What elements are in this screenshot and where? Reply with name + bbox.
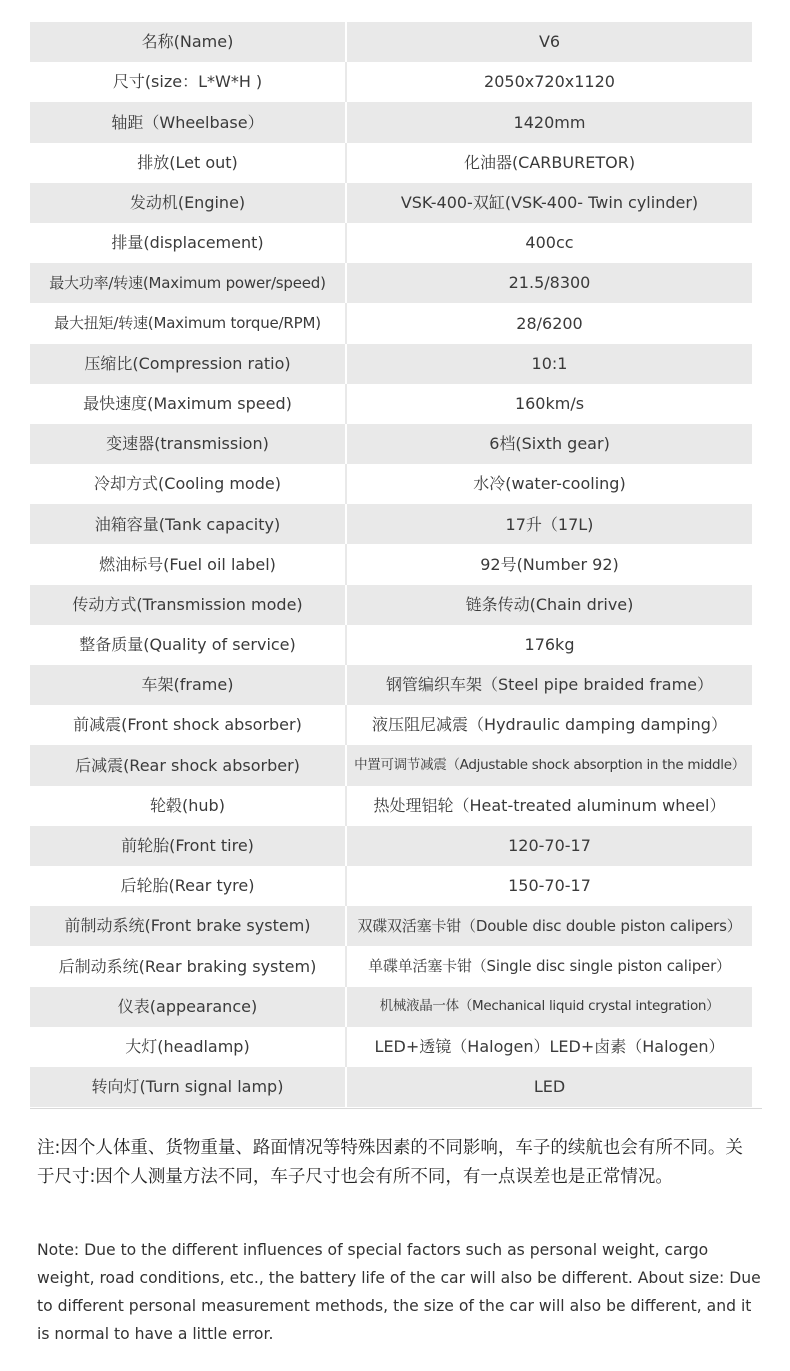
spec-table xyxy=(30,22,752,1107)
spec-value: 400cc xyxy=(346,223,752,263)
spec-row xyxy=(30,62,752,102)
spec-value: VSK-400-双缸(VSK-400- Twin cylinder) xyxy=(346,183,752,223)
spec-label: 发动机(Engine) xyxy=(30,183,346,223)
spec-label: 最大扭矩/转速(Maximum torque/RPM) xyxy=(30,303,346,343)
spec-value: 160km/s xyxy=(346,384,752,424)
spec-row xyxy=(30,1027,752,1067)
spec-row xyxy=(30,384,752,424)
spec-label: 传动方式(Transmission mode) xyxy=(30,585,346,625)
spec-label: 油箱容量(Tank capacity) xyxy=(30,504,346,544)
spec-label: 冷却方式(Cooling mode) xyxy=(30,464,346,504)
spec-label: 最快速度(Maximum speed) xyxy=(30,384,346,424)
spec-row xyxy=(30,826,752,866)
spec-row xyxy=(30,424,752,464)
spec-label: 轮毂(hub) xyxy=(30,786,346,826)
spec-row xyxy=(30,866,752,906)
spec-value: 92号(Number 92) xyxy=(346,544,752,584)
note-english: Note: Due to the different influences of special factors such as personal weight, cargo weight, road conditions, etc., the battery life of the car will also be different. About size: Due to different personal measurement methods, the size of the car will also be different, and it is normal to have a little error. xyxy=(37,1241,761,1343)
spec-label: 仪表(appearance) xyxy=(30,987,346,1027)
spec-row xyxy=(30,263,752,303)
spec-label: 整备质量(Quality of service) xyxy=(30,625,346,665)
spec-value: 液压阻尼减震（Hydraulic damping damping） xyxy=(346,705,752,745)
spec-label: 排量(displacement) xyxy=(30,223,346,263)
spec-value: 1420mm xyxy=(346,102,752,142)
spec-value: 钢管编织车架（Steel pipe braided frame） xyxy=(346,665,752,705)
spec-label: 前轮胎(Front tire) xyxy=(30,826,346,866)
spec-row xyxy=(30,143,752,183)
spec-label: 后减震(Rear shock absorber) xyxy=(30,745,346,785)
spec-row xyxy=(30,585,752,625)
spec-row xyxy=(30,745,752,785)
spec-value: 链条传动(Chain drive) xyxy=(346,585,752,625)
section-divider xyxy=(30,1108,762,1109)
spec-row xyxy=(30,625,752,665)
spec-label: 最大功率/转速(Maximum power/speed) xyxy=(30,263,346,303)
spec-value: 单碟单活塞卡钳（Single disc single piston caliper） xyxy=(346,946,752,986)
spec-value: 水冷(water-cooling) xyxy=(346,464,752,504)
spec-row xyxy=(30,223,752,263)
spec-row xyxy=(30,946,752,986)
spec-label: 车架(frame) xyxy=(30,665,346,705)
spec-row xyxy=(30,344,752,384)
spec-row xyxy=(30,906,752,946)
spec-row xyxy=(30,705,752,745)
spec-value: 6档(Sixth gear) xyxy=(346,424,752,464)
spec-row xyxy=(30,183,752,223)
spec-row xyxy=(30,464,752,504)
spec-value: 热处理铝轮（Heat-treated aluminum wheel） xyxy=(346,786,752,826)
spec-value: LED+透镜（Halogen）LED+卤素（Halogen） xyxy=(346,1027,752,1067)
spec-label: 排放(Let out) xyxy=(30,143,346,183)
spec-label: 轴距（Wheelbase） xyxy=(30,102,346,142)
spec-row xyxy=(30,303,752,343)
spec-row xyxy=(30,786,752,826)
spec-value: 176kg xyxy=(346,625,752,665)
spec-row xyxy=(30,22,752,62)
spec-value: 17升（17L) xyxy=(346,504,752,544)
spec-label: 大灯(headlamp) xyxy=(30,1027,346,1067)
spec-row xyxy=(30,544,752,584)
spec-value: 10:1 xyxy=(346,344,752,384)
spec-value: 28/6200 xyxy=(346,303,752,343)
spec-value: 双碟双活塞卡钳（Double disc double piston calipers） xyxy=(346,906,752,946)
spec-value: LED xyxy=(346,1067,752,1107)
spec-label: 燃油标号(Fuel oil label) xyxy=(30,544,346,584)
spec-row xyxy=(30,1067,752,1107)
spec-label: 名称(Name) xyxy=(30,22,346,62)
spec-value: 化油器(CARBURETOR) xyxy=(346,143,752,183)
spec-row xyxy=(30,102,752,142)
note-chinese: 注:因个人体重、货物重量、路面情况等特殊因素的不同影响，车子的续航也会有所不同。关于尺寸:因个人测量方法不同，车子尺寸也会有所不同，有一点误差也是正常情况。 xyxy=(37,1138,743,1187)
spec-value: 150-70-17 xyxy=(346,866,752,906)
spec-value: 120-70-17 xyxy=(346,826,752,866)
spec-label: 变速器(transmission) xyxy=(30,424,346,464)
spec-label: 前减震(Front shock absorber) xyxy=(30,705,346,745)
spec-label: 后轮胎(Rear tyre) xyxy=(30,866,346,906)
spec-label: 转向灯(Turn signal lamp) xyxy=(30,1067,346,1107)
spec-value: V6 xyxy=(346,22,752,62)
spec-label: 前制动系统(Front brake system) xyxy=(30,906,346,946)
spec-label: 尺寸(size：L*W*H ) xyxy=(30,62,346,102)
spec-row xyxy=(30,665,752,705)
spec-value: 21.5/8300 xyxy=(346,263,752,303)
spec-value: 中置可调节减震（Adjustable shock absorption in the middle） xyxy=(346,745,752,785)
spec-row xyxy=(30,987,752,1027)
spec-label: 后制动系统(Rear braking system) xyxy=(30,946,346,986)
spec-table-body xyxy=(30,22,752,1107)
spec-row xyxy=(30,504,752,544)
spec-value: 机械液晶一体（Mechanical liquid crystal integration） xyxy=(346,987,752,1027)
spec-value: 2050x720x1120 xyxy=(346,62,752,102)
spec-label: 压缩比(Compression ratio) xyxy=(30,344,346,384)
